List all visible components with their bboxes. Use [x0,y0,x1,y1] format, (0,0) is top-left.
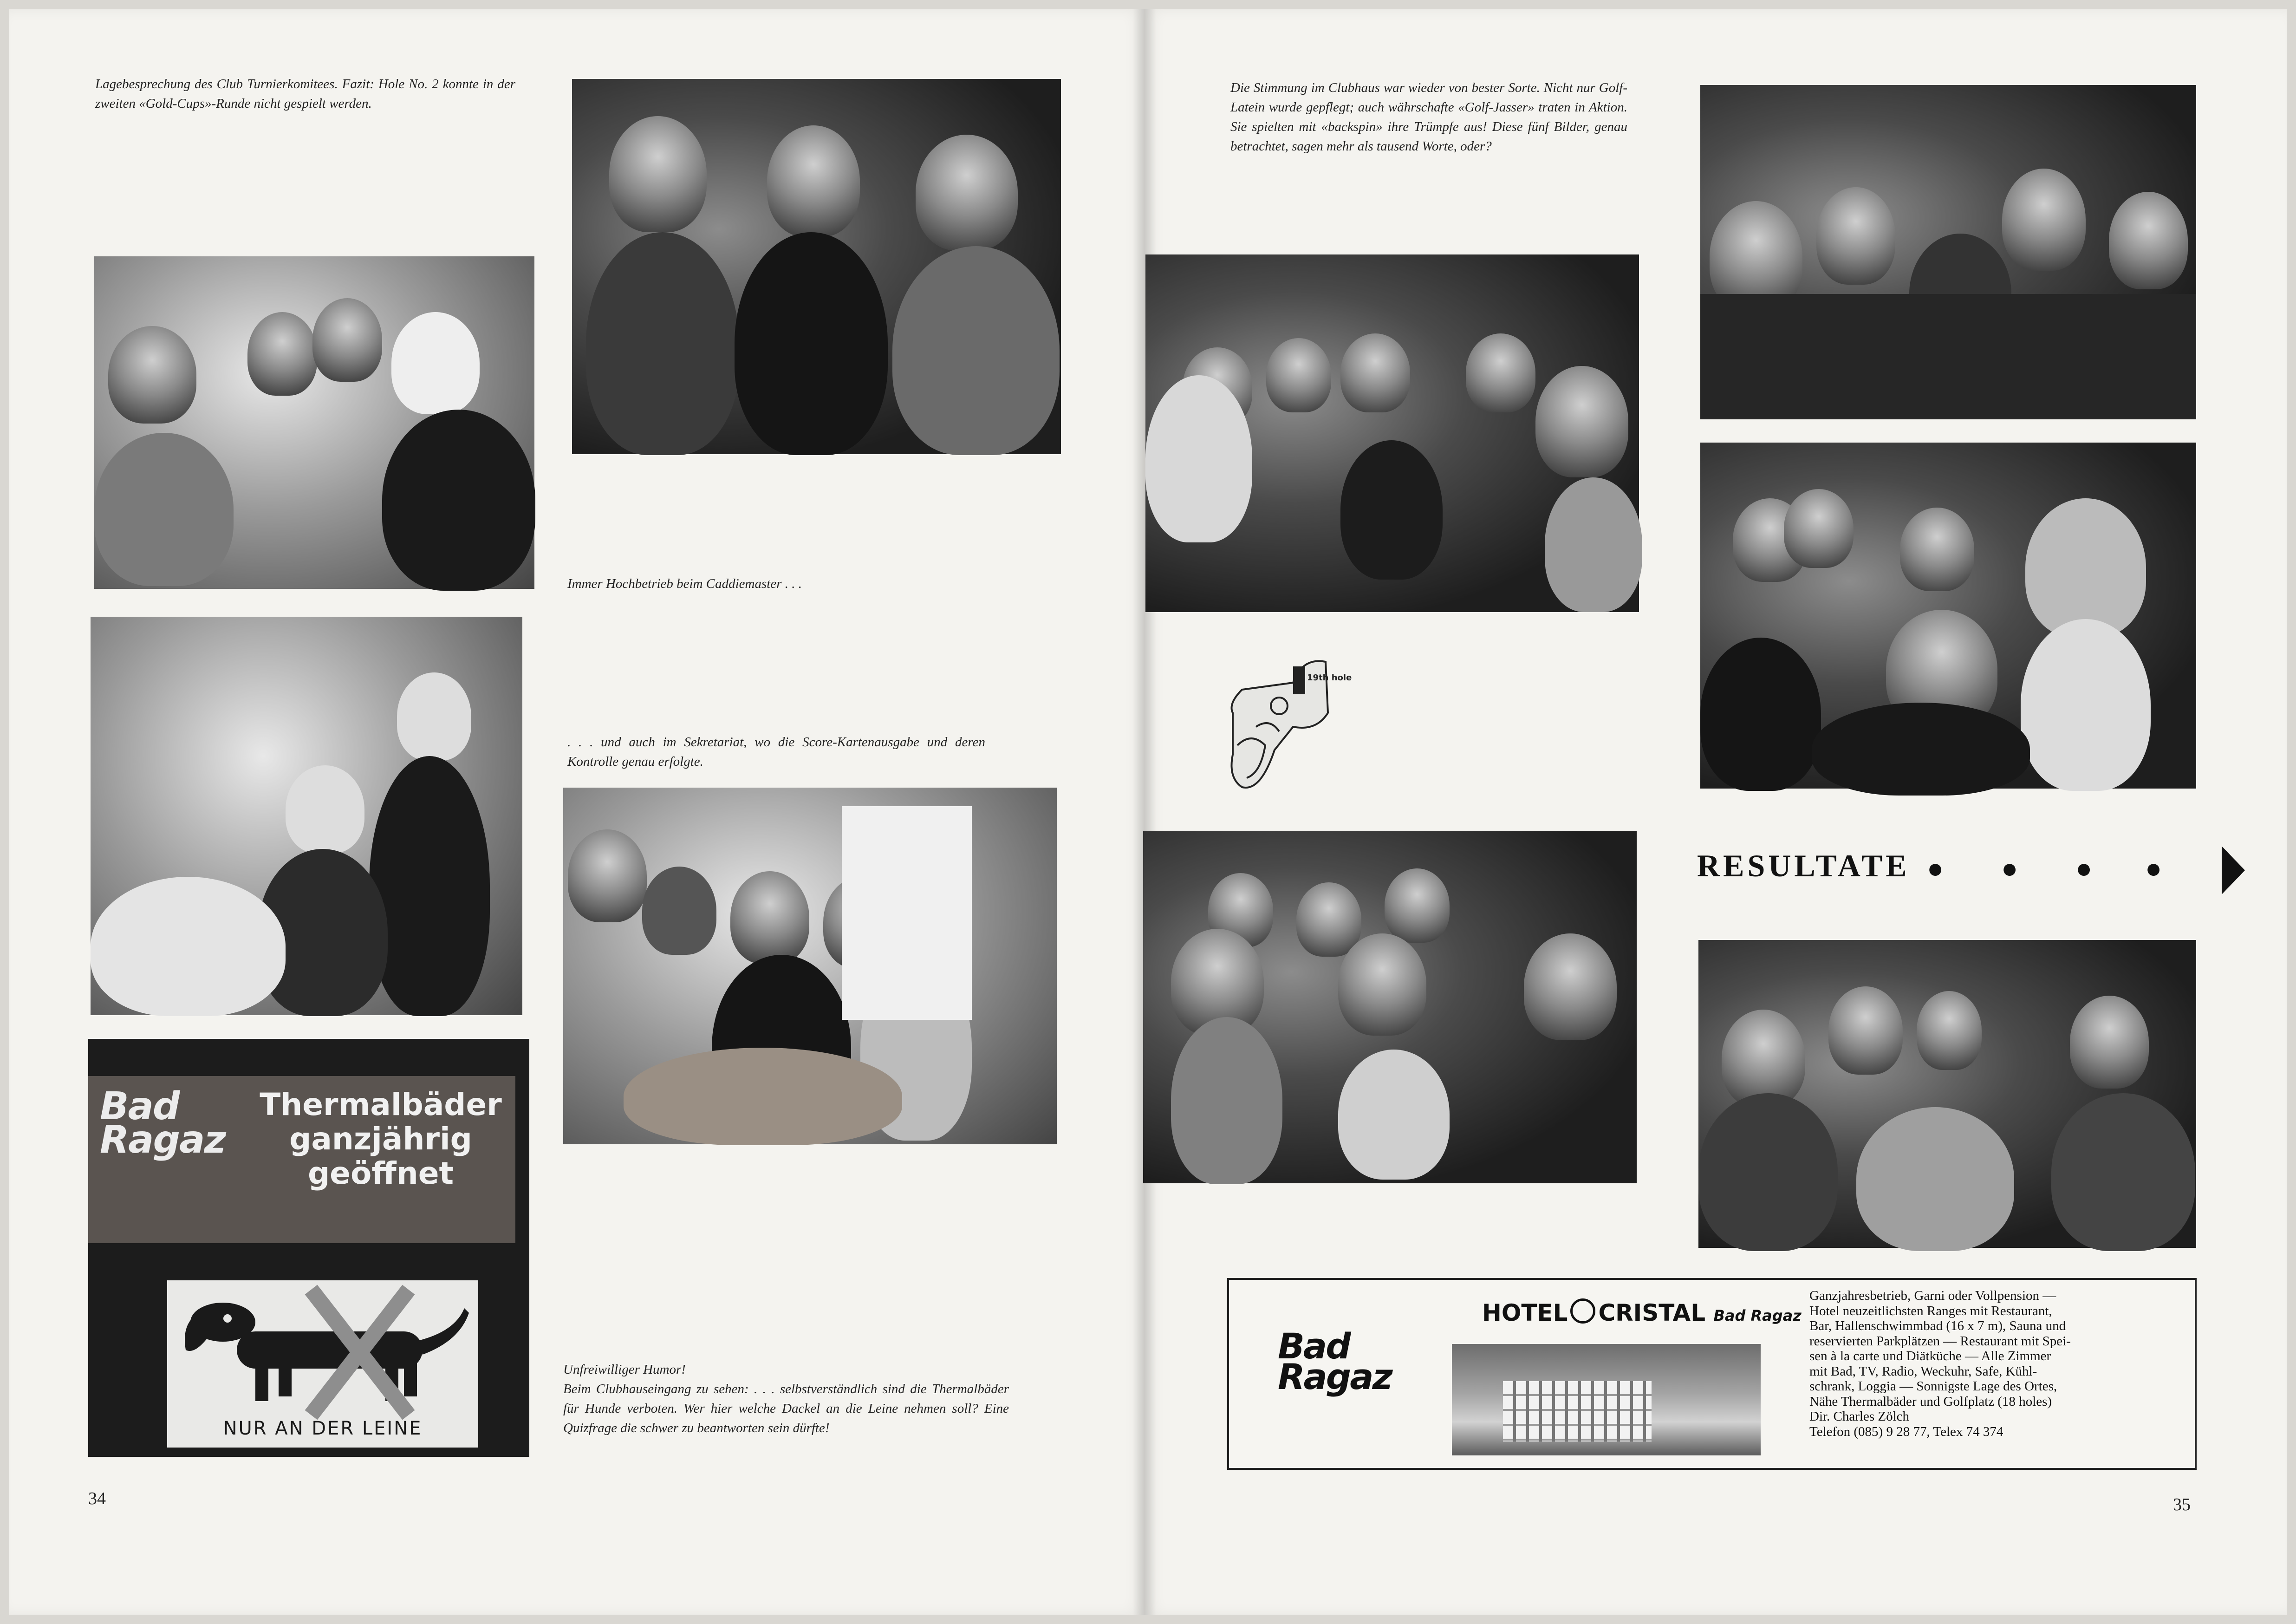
photo-clubhaus-2 [1145,254,1639,612]
ad-line: Nähe Thermalbäder und Golfplatz (18 holes) [1809,1394,2052,1409]
ad-line: schrank, Loggia — Sonnigste Lage des Ortes, [1809,1379,2057,1394]
ad-line: reservierten Parkplätzen — Restaurant mit Spei- [1809,1333,2071,1349]
hotel-sub-logo: Bad Ragaz [1713,1307,1802,1324]
caption-humor [563,1360,1009,1438]
hotel-cristal-logo [1482,1298,1802,1326]
dot-2: ● [2001,853,2018,884]
photo-clubhaus-4 [1143,831,1637,1183]
photo-clubhaus-3 [1700,443,2196,789]
ad-line: Hotel neuzeitlichsten Ranges mit Restaurant, [1809,1303,2052,1318]
sign-bad-ragaz-logo [100,1084,248,1162]
hotel-name-left: HOTEL [1482,1299,1568,1326]
resultate-arrow-icon [2222,846,2245,894]
hotel-building [1503,1381,1652,1441]
hotel-name-right: CRISTAL [1598,1299,1706,1326]
photo-score-cards [563,788,1057,1144]
ad-line: Ganzjahresbetrieb, Garni oder Vollpension — [1809,1288,2056,1303]
caption-humor-title: Unfreiwilliger Humor! [563,1362,686,1377]
photo-clubhaus-5 [1698,940,2196,1248]
dachshund-crossed-icon [167,1280,478,1420]
page-number-left: 34 [88,1489,106,1508]
sign-script-line2: Ragaz [100,1118,226,1162]
dot-3: ● [2075,853,2093,884]
ad-line: mit Bad, TV, Radio, Weckuhr, Safe, Kühl- [1809,1363,2037,1379]
ad-line: sen à la carte und Diätküche — Alle Zimmer [1809,1349,2051,1363]
photo-turnierkomitee [572,79,1061,454]
dog-card [167,1280,478,1448]
ad-line: Bar, Hallenschwimmbad (16 x 7 m), Sauna und [1809,1318,2066,1333]
photo-secretary-desk [91,617,522,1015]
sign-thermal-text [255,1088,506,1191]
ad-logo-line1: Bad [1278,1325,1350,1367]
sign-script-line1: Bad [100,1084,179,1128]
crystal-emblem-icon [1570,1298,1595,1324]
nineteenth-hole-cartoon [1223,639,1352,796]
photo-bad-ragaz-sign [88,1039,529,1457]
ad-contact: Telefon (085) 9 28 77, Telex 74 374 [1809,1424,2003,1439]
ad-director: Dir. Charles Zölch [1809,1409,1910,1424]
sign-panel [88,1076,515,1243]
hotel-description [1809,1288,2176,1439]
dot-4: ● [2145,853,2162,884]
book-gutter [1133,9,1156,1615]
sign-line-1: Thermalbäder [260,1087,502,1122]
hotel-building-photo [1452,1344,1761,1455]
bad-ragaz-logo [1278,1325,1392,1397]
sign-leash-text: NUR AN DER LEINE [223,1418,423,1439]
hotel-cristal-ad [1227,1278,2197,1470]
photo-clubhaus-1 [1700,85,2196,417]
ad-logo-line2: Ragaz [1278,1356,1392,1397]
resultate-heading: RESULTATE [1697,848,1910,883]
sign-line-3: geöffnet [307,1155,454,1191]
page-number-right: 35 [2173,1495,2191,1514]
caption-turnierkomitee: Lagebesprechung des Club Turnierkomitees. Fazit: Hole No. 2 konnte in der zweiten «Gold-Cups»-Runde nicht gespielt werden. [95,77,515,111]
dot-1: ● [1927,853,1944,884]
caption-sekretariat: . . . und auch im Sekretariat, wo die Score-Kartenausgabe und deren Kontrolle genau erfolgte. [567,735,985,769]
caption-humor-body: Beim Clubhauseingang zu sehen: . . . selbstverständlich sind die Thermalbäder für Hunde verboten. Wer hier welche Dackel an die Leine nehmen soll? Eine Quizfrage die schwer zu beantworten sein dürfte! [563,1382,1009,1435]
cartoon-19th-hole-text: 19th hole [1307,673,1352,683]
caption-clubhaus-stimmung: Die Stimmung im Clubhaus war wieder von bester Sorte. Nicht nur Golf-Latein wurde gepflegt; auch währschafte «Golf-Jasser» traten in Aktion. Sie spielten mit «backspin» ihre Trümpfe aus! Diese fünf Bilder, genau betrachtet, sagen mehr als tausend Worte, oder? [1230,80,1627,154]
caption-caddiemaster: Immer Hochbetrieb beim Caddiemaster . . . [567,576,802,591]
sign-line-2: ganzjährig [289,1121,472,1157]
photo-caddiemaster-counter [94,256,534,589]
